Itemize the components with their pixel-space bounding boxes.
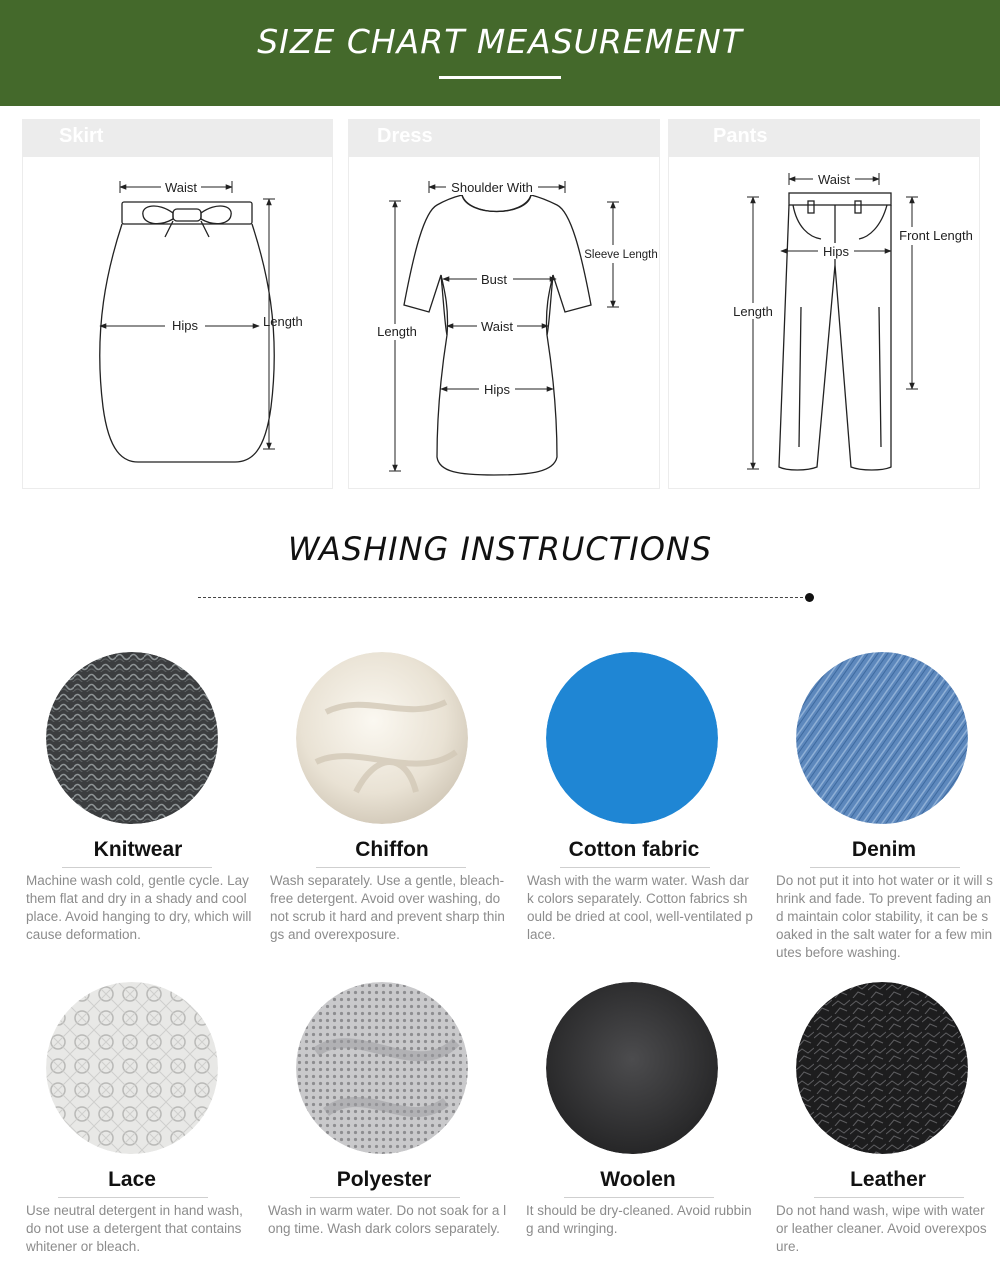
fabric-description: Do not put it into hot water or it will shrink and fade. To prevent fading and maintain color stability, it can be soaked in the salt water for a few minutes before washing. [776, 873, 993, 960]
skirt-card [22, 119, 333, 489]
pants-card-header [669, 120, 979, 157]
fabric-name-underline [810, 867, 960, 868]
leather-swatch-icon [796, 982, 968, 1154]
pants-length-label: Length [733, 304, 773, 319]
header-banner [0, 0, 1000, 106]
fabric-description: Use neutral detergent in hand wash, do not use a detergent that contains whitener or bleach. [26, 1203, 243, 1254]
fabric-name: Polyester [336, 1168, 432, 1191]
fabric-description: Wash with the warm water. Wash dark colors separately. Cotton fabrics should be dried at cool, well-ventilated place. [527, 873, 753, 942]
fabric-name-underline [564, 1197, 714, 1198]
fabric-name-underline [814, 1197, 964, 1198]
denim-swatch-icon [796, 652, 968, 824]
dress-title: Dress [377, 125, 433, 147]
dress-outline [404, 195, 591, 475]
skirt-diagram [23, 157, 334, 490]
fabric-description: Machine wash cold, gentle cycle. Lay them flat and dry in a shady and cool place. Avoid hanging to dry, which will cause deformation. [26, 873, 252, 942]
chiffon-swatch-icon [296, 652, 468, 824]
pants-waist-label: Waist [817, 172, 851, 187]
polyester-swatch-icon [296, 982, 468, 1154]
fabric-name: Woolen [600, 1168, 676, 1191]
fabric-description: It should be dry-cleaned. Avoid rubbing and wringing. [526, 1203, 752, 1236]
fabric-name: Knitwear [93, 838, 183, 861]
fabric-name: Leather [850, 1168, 926, 1191]
pants-hips-label: Hips [822, 244, 850, 259]
lace-swatch-icon [46, 982, 218, 1154]
fabric-name-underline [316, 867, 466, 868]
skirt-waist-label: Waist [164, 180, 198, 195]
dress-sleeve-label: Sleeve Length [584, 249, 658, 261]
woolen-swatch-icon [546, 982, 718, 1154]
skirt-length-label: Length [263, 314, 303, 329]
fabric-name-underline [560, 867, 710, 868]
skirt-hips-label: Hips [171, 318, 199, 333]
divider-dashed [198, 597, 808, 598]
page-title: SIZE CHART MEASUREMENT [257, 22, 743, 61]
dress-bust-label: Bust [480, 272, 508, 287]
fabric-name-underline [310, 1197, 460, 1198]
cotton-swatch-icon [546, 652, 718, 824]
knitwear-swatch-icon [46, 652, 218, 824]
skirt-title: Skirt [59, 125, 104, 147]
fabric-description: Do not hand wash, wipe with water or leather cleaner. Avoid overexposure. [776, 1203, 987, 1254]
pants-outline [779, 193, 891, 470]
washing-title: WASHING INSTRUCTIONS [287, 530, 713, 568]
pants-card [668, 119, 980, 489]
fabric-name-underline [58, 1197, 208, 1198]
fabric-name: Lace [108, 1168, 156, 1191]
pants-front-length-label: Front Length [899, 228, 973, 243]
divider-dot [805, 593, 814, 602]
fabric-name: Cotton fabric [568, 838, 700, 861]
dress-card [348, 119, 660, 489]
fabric-name-underline [62, 867, 212, 868]
dress-length-label: Length [377, 324, 417, 339]
fabric-description: Wash separately. Use a gentle, bleach-free detergent. Avoid over washing, do not scrub it hard and prevent sharp things and overexposure. [270, 873, 505, 942]
fabric-name: Denim [851, 838, 917, 861]
dress-diagram [349, 157, 661, 490]
skirt-card-header [23, 120, 332, 157]
pants-title: Pants [713, 125, 768, 147]
dress-shoulder-label: Shoulder With [451, 180, 533, 195]
dress-hips-label: Hips [483, 382, 511, 397]
dress-waist-label: Waist [480, 319, 514, 334]
pants-diagram [669, 157, 981, 490]
dress-card-header [349, 120, 659, 157]
fabric-name: Chiffon [355, 838, 429, 861]
title-underline [439, 76, 561, 79]
fabric-description: Wash in warm water. Do not soak for a long time. Wash dark colors separately. [268, 1203, 507, 1236]
